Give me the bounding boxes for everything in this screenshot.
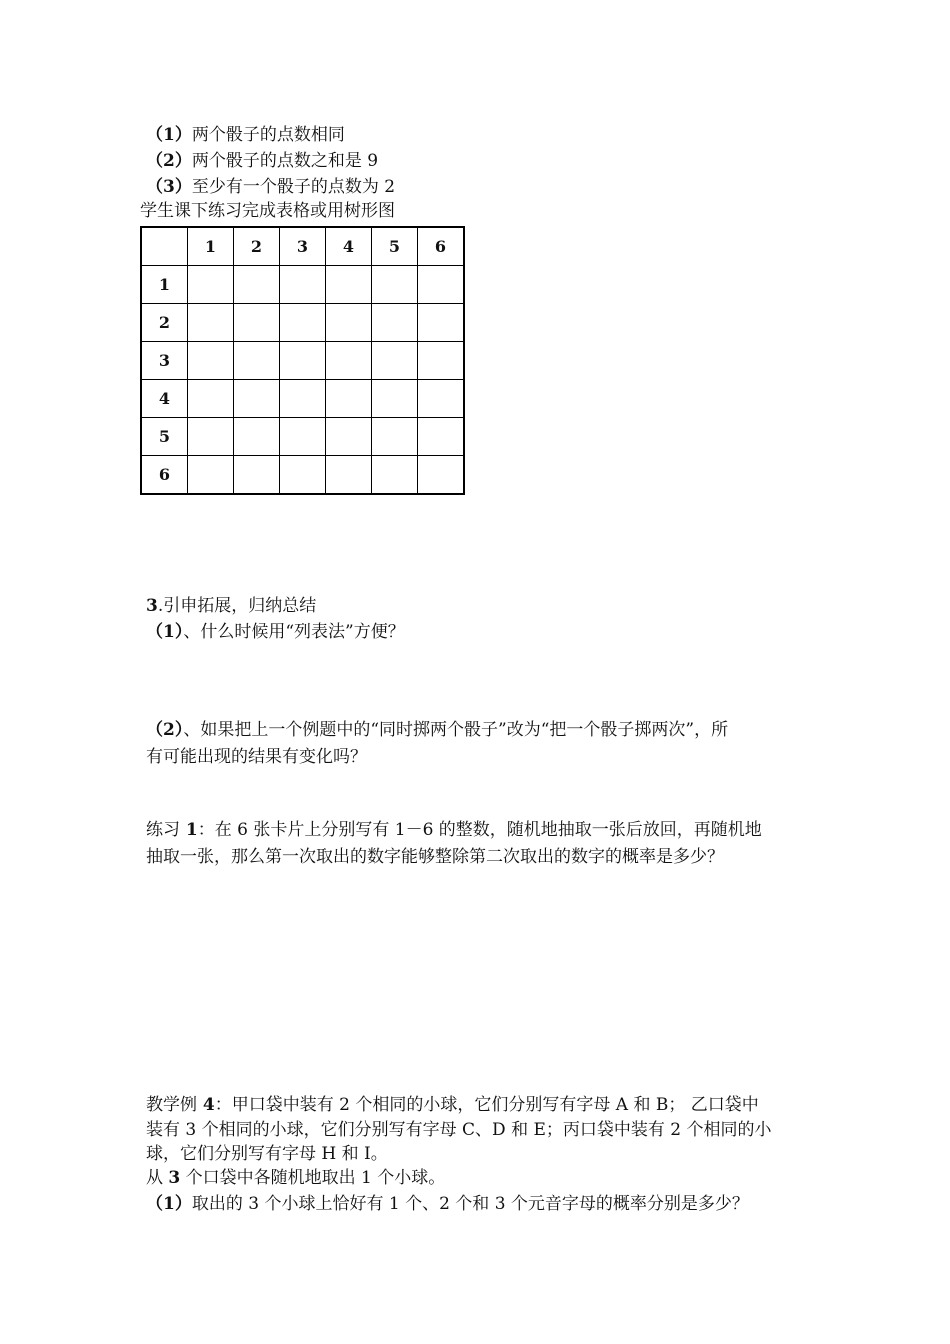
empty-cell: [188, 266, 234, 304]
empty-cell: [188, 418, 234, 456]
question-2: [146, 150, 378, 172]
empty-cell: [188, 456, 234, 495]
section-3-question-2: [146, 719, 728, 741]
empty-cell: [418, 266, 465, 304]
text: 个口袋中各随机地取出 1 个小球。: [180, 1168, 446, 1188]
row-label: 2: [141, 304, 188, 342]
header-cell: 4: [326, 227, 372, 266]
empty-cell: [372, 380, 418, 418]
text: 从: [146, 1168, 169, 1188]
example-4-line-4: [146, 1167, 445, 1189]
example-number: 4: [197, 1095, 215, 1115]
question-text: 、如果把上一个例题中的“同时掷两个骰子”改为“把一个骰子掷两次”，所: [183, 720, 729, 740]
header-cell: 6: [418, 227, 465, 266]
header-cell: 2: [234, 227, 280, 266]
empty-cell: [280, 380, 326, 418]
bag-count: 3: [168, 1168, 181, 1188]
empty-cell: [372, 304, 418, 342]
question-number: （3）: [146, 177, 192, 197]
section-3-question-1: [146, 621, 405, 643]
section-number: 3: [146, 596, 158, 616]
section-title: .引申拓展，归纳总结: [157, 596, 317, 616]
empty-cell: [418, 380, 465, 418]
section-3-heading: [146, 595, 316, 617]
header-cell: 5: [372, 227, 418, 266]
row-label: 1: [141, 266, 188, 304]
empty-cell: [326, 418, 372, 456]
table-header-row: [141, 227, 464, 266]
empty-cell: [280, 342, 326, 380]
section-3-question-2-cont: 有可能出现的结果有变化吗？: [146, 747, 367, 767]
header-cell: [141, 227, 188, 266]
empty-cell: [372, 418, 418, 456]
example-text: ：甲口袋中装有 2 个相同的小球，它们分别写有字母 A 和 B； 乙口袋中: [214, 1095, 759, 1115]
empty-cell: [372, 266, 418, 304]
empty-cell: [326, 456, 372, 495]
header-cell: 1: [188, 227, 234, 266]
question-3: [146, 176, 395, 198]
empty-cell: [234, 304, 280, 342]
empty-cell: [280, 418, 326, 456]
empty-cell: [234, 266, 280, 304]
example-4: [146, 1094, 759, 1116]
table-row: [141, 266, 464, 304]
empty-cell: [372, 456, 418, 495]
question-text: 两个骰子的点数相同: [191, 125, 345, 145]
empty-cell: [188, 342, 234, 380]
exercise-text: ：在 6 张卡片上分别写有 1－6 的整数，随机地抽取一张后放回，再随机地: [197, 820, 762, 840]
question-text: 至少有一个骰子的点数为 2: [191, 177, 396, 197]
empty-cell: [280, 266, 326, 304]
empty-cell: [326, 266, 372, 304]
question-text: 取出的 3 个小球上恰好有 1 个、2 个和 3 个元音字母的概率分别是多少？: [191, 1194, 749, 1214]
header-cell: 3: [280, 227, 326, 266]
exercise-1: [146, 819, 762, 841]
row-label: 6: [141, 456, 188, 495]
row-label: 5: [141, 418, 188, 456]
example-4-line-3: 球，它们分别写有字母 H 和 I。: [146, 1144, 388, 1164]
question-number: （1）: [146, 125, 192, 145]
question-number: （1）: [146, 622, 184, 642]
question-text: 、什么时候用“列表法”方便？: [183, 622, 405, 642]
empty-cell: [234, 456, 280, 495]
empty-cell: [188, 304, 234, 342]
empty-cell: [326, 380, 372, 418]
exercise-number: 1: [180, 820, 198, 840]
table-row: [141, 380, 464, 418]
row-label: 3: [141, 342, 188, 380]
exercise-label: 练习: [146, 820, 180, 840]
table-row: [141, 342, 464, 380]
empty-cell: [280, 304, 326, 342]
example-4-question-1: [146, 1193, 749, 1215]
table-row: [141, 418, 464, 456]
empty-cell: [234, 342, 280, 380]
question-number: （1）: [146, 1194, 192, 1214]
table-caption: 学生课下练习完成表格或用树形图: [140, 201, 395, 221]
empty-cell: [234, 380, 280, 418]
empty-cell: [418, 342, 465, 380]
question-number: （2）: [146, 151, 192, 171]
question-number: （2）: [146, 720, 184, 740]
question-1: [146, 124, 345, 146]
empty-cell: [418, 304, 465, 342]
empty-cell: [372, 342, 418, 380]
empty-cell: [188, 380, 234, 418]
exercise-1-cont: 抽取一张，那么第一次取出的数字能够整除第二次取出的数字的概率是多少？: [146, 847, 724, 867]
table-row: [141, 456, 464, 495]
empty-cell: [418, 456, 465, 495]
empty-cell: [326, 342, 372, 380]
dice-outcome-table: [140, 226, 465, 495]
question-text: 两个骰子的点数之和是 9: [191, 151, 379, 171]
table-row: [141, 304, 464, 342]
empty-cell: [234, 418, 280, 456]
example-4-line-2: 装有 3 个相同的小球，它们分别写有字母 C、D 和 E；丙口袋中装有 2 个相同的小: [146, 1120, 772, 1140]
row-label: 4: [141, 380, 188, 418]
example-label: 教学例: [146, 1095, 197, 1115]
empty-cell: [418, 418, 465, 456]
empty-cell: [280, 456, 326, 495]
empty-cell: [326, 304, 372, 342]
